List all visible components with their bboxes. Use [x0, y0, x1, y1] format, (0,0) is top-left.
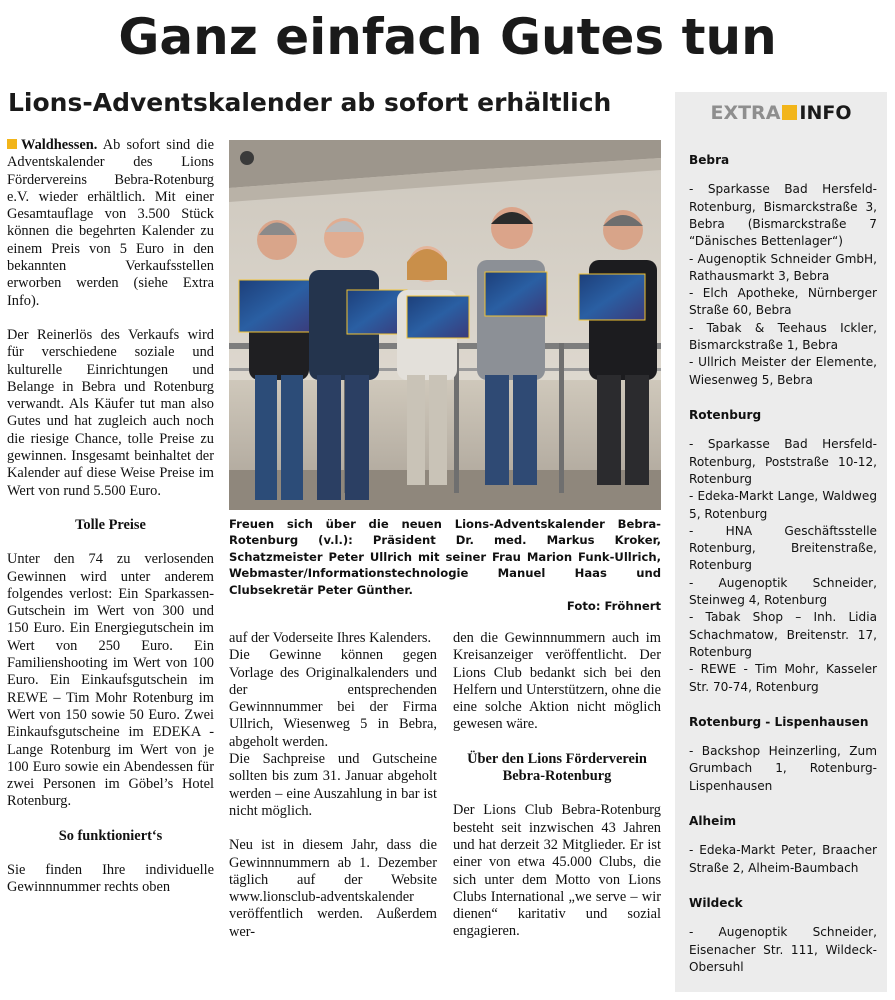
location-group — [689, 407, 877, 696]
location-group — [689, 813, 877, 877]
location-entry: - Sparkasse Bad Hersfeld-Rotenburg, Poststraße 10-12, Rotenburg — [689, 437, 877, 486]
paragraph: Der Lions Club Bebra-Rotenburg besteht seit inzwischen 43 Jahren und hat derzeit 32 Mitglieder. Er ist einer von etwa 45.000 Clubs, die sich unter dem Motto von Lions Clubs International „we serve – wir dienen“ karitativ und sozial engagieren. — [453, 802, 661, 940]
location-entry: - Tabak Shop – Inh. Lidia Schachmatow, Breitenstr. 17, Rotenburg — [689, 610, 877, 659]
location-entry: - Sparkasse Bad Hersfeld-Rotenburg, Bismarckstraße 3, Bebra (Bismarckstraße 7 “Dänisches Bettenlager“) — [689, 182, 877, 249]
location-entry: - Augenoptik Schneider, Steinweg 4, Rotenburg — [689, 575, 877, 608]
location-heading: Wildeck — [689, 896, 743, 911]
paragraph: den die Gewinnnummern auch im Kreisanzeiger veröffentlicht. Der Lions Club bedankt sich bei den Helfern und Unterstützern, ohne die eine solche Aktion nicht möglich gewesen wäre. — [453, 630, 661, 733]
article-column-2 — [229, 630, 437, 941]
photo-illustration — [229, 140, 661, 510]
location-entry: - Augenoptik Schneider, Eisenacher Str. 111, Wildeck-Obersuhl — [689, 925, 877, 975]
headline: Ganz einfach Gutes tun — [118, 8, 777, 66]
paragraph-text: Ab sofort sind die Adventskalender des Lions Fördervereins Bebra-Rotenburg e.V. wieder erhältlich. Mit einer Gesamtauflage von 3.500 Stück können die begehrten Kalender zu einem Preis von 5 Euro in den bekannten Verkaufsstellen erworben werden (siehe Extra Info). — [7, 137, 214, 309]
article-column-3 — [453, 630, 661, 941]
extra-label: EXTRA — [710, 102, 781, 124]
paragraph: Der Reinerlös des Verkaufs wird für verschiedene soziale und kulturelle Einrichtungen und Belange in Bebra und Rotenburg verwandt. Als Käufer tut man also Gutes und hat zugleich auch noch die riesige Chance, tolle Preise zu gewinnen. Insgesamt beinhaltet der Kalender auf diese Weise Preise im Wert von rund 5.500 Euro. — [7, 326, 214, 499]
paragraph: Sie finden Ihre individuelle Gewinnnummer rechts oben — [7, 861, 214, 896]
paragraph: Unter den 74 zu verlosenden Gewinnen wird unter anderem folgendes verlost: Ein Sparkassen-Gutschein im Wert von 300 und 150 Euro. Ein Energiegutschein im Wert von 250 Euro. Ein Familienshooting im Wert von 100 Euro. Ein Einkaufsgutschein im REWE – Tim Mohr Rotenburg im Wert von 150 sowie 50 Euro. Zwei Einkaufsgutscheine im EDEKA - Lange Rotenburg im Wert von je 100 Euro sowie ein Abendessen für zwei Personen im Göbel’s Hotel Rotenburg. — [7, 551, 214, 810]
location-entry: - Elch Apotheke, Nürnberger Straße 60, Bebra — [689, 286, 877, 318]
bullet-square-icon — [7, 139, 17, 149]
paragraph: auf der Voderseite Ihres Kalenders. — [229, 630, 432, 646]
paragraph: Die Sachpreise und Gutscheine sollten bis zum 31. Januar abgeholt werden – eine Auszahlung in bar ist nicht möglich. — [229, 751, 437, 819]
location-heading: Alheim — [689, 814, 737, 829]
location-entry: - Tabak & Teehaus Ickler, Bismarckstraße 1, Bebra — [689, 320, 877, 353]
location-heading: Rotenburg - Lispenhausen — [689, 714, 869, 729]
location-heading: Rotenburg — [689, 407, 762, 422]
paragraph — [7, 137, 214, 310]
sales-locations — [689, 152, 877, 994]
location-group — [689, 714, 877, 795]
section-heading: Über den Lions Förderverein Bebra-Rotenburg — [467, 750, 647, 785]
dateline: Waldhessen. — [21, 137, 98, 153]
info-label: INFO — [799, 102, 852, 124]
section-heading: Tolle Preise — [75, 516, 146, 533]
caption-text: Freuen sich über die neuen Lions-Adventskalender Bebra-Rotenburg (v.l.): Präsident Dr. med. Markus Kroker, Schatzmeister Peter Ullrich mit seiner Frau Marion Funk-Ullrich, Webmaster/Informationstechnologie Manuel Haas und Clubsekretär Peter Günther. — [229, 517, 661, 597]
location-entry: - HNA Geschäftsstelle Rotenburg, Breitenstraße, Rotenburg — [689, 523, 877, 573]
location-heading: Bebra — [689, 153, 730, 167]
photo-credit: Foto: Fröhnert — [566, 599, 661, 614]
paragraph: Die Gewinne können gegen Vorlage des Originalkalenders und der entsprechenden Gewinnnummer bei der Firma Ullrich, Wiesenweg 5 in Bebra, abgeholt werden. — [229, 647, 437, 750]
location-entry: - Edeka-Markt Peter, Braacher Straße 2, Alheim-Baumbach — [689, 843, 877, 875]
photo-caption — [229, 516, 661, 614]
group-photo — [229, 140, 661, 510]
section-heading: So funktioniert‘s — [58, 827, 163, 844]
paragraph: Neu ist in diesem Jahr, dass die Gewinnnummern ab 1. Dezember täglich auf der Website www.lionsclub-adventskalender veröffentlich werden. Außerdem wer- — [229, 837, 437, 940]
extra-info-label — [675, 102, 887, 124]
location-group — [689, 895, 877, 976]
location-entry: - REWE - Tim Mohr, Kasseler Str. 70-74, Rotenburg — [689, 662, 877, 694]
article-column-1 — [7, 137, 214, 897]
location-group — [689, 152, 877, 389]
subheadline: Lions-Adventskalender ab sofort erhältlich — [8, 88, 612, 117]
extra-info-sidebar — [675, 92, 887, 992]
location-entry: - Ullrich Meister der Elemente, Wiesenweg 5, Bebra — [689, 355, 877, 387]
location-entry: - Augenoptik Schneider GmbH, Rathausmarkt 3, Bebra — [689, 251, 877, 283]
square-icon — [782, 105, 797, 120]
location-entry: - Backshop Heinzerling, Zum Grumbach 1, Rotenburg-Lispenhausen — [689, 744, 877, 793]
location-entry: - Edeka-Markt Lange, Waldweg 5, Rotenburg — [689, 489, 877, 521]
